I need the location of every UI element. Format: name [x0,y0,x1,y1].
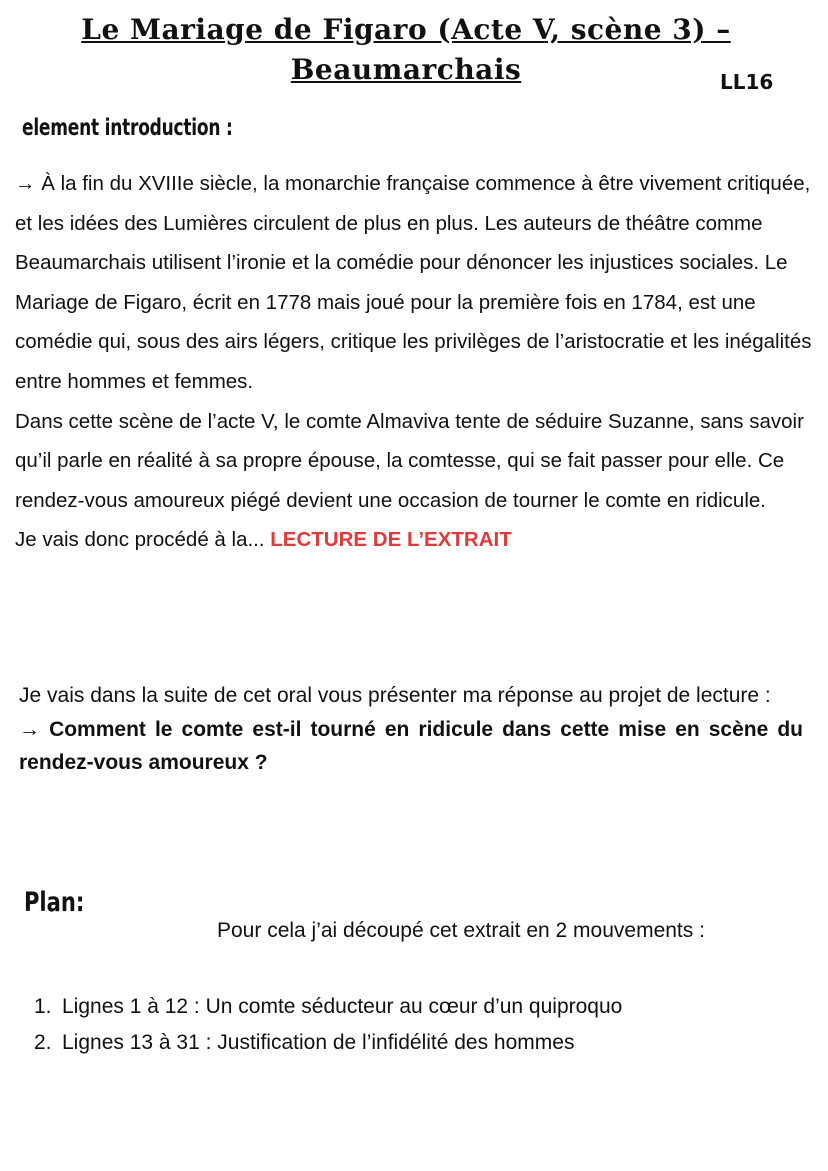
introduction-body [15,164,815,560]
plan-intro: Pour cela j’ai découpé cet extrait en 2 mouvements : [217,919,705,942]
problematic-lead: Je vais dans la suite de cet oral vous présenter ma réponse au projet de lecture : [19,684,771,707]
arrow-icon: → [19,717,40,741]
page-title [0,10,812,90]
plan-list [34,989,814,1061]
plan-item-number: 2. [34,1031,52,1054]
problematic-block [19,679,803,780]
reading-prefix: Je vais donc procédé à la... [15,528,265,552]
introduction-heading: element introduction : [22,115,233,141]
lesson-code: LL16 [720,70,774,94]
plan-item-text: Lignes 1 à 12 : Un comte séducteur au cœur d’un quiproquo [62,995,623,1018]
plan-item [34,1025,814,1061]
plan-item-text: Lignes 13 à 31 : Justification de l’infidélité des hommes [62,1031,575,1054]
plan-item [34,989,814,1025]
question-text: Comment le comte est-il tourné en ridicule dans cette mise en scène du rendez-vous amoureux ? [19,717,803,774]
title-line-1: Le Mariage de Figaro (Acte V, scène 3) – [81,13,731,46]
title-line-2: Beaumarchais [290,53,522,86]
introduction-paragraph-scene: Dans cette scène de l’acte V, le comte Almaviva tente de séduire Suzanne, sans savoir qu’il parle en réalité à sa propre épouse, la comtesse, qui se fait passer pour elle. Ce rendez-vous amoureux piégé devient une occasion de tourner le comte en ridicule. [15,409,804,512]
plan-item-number: 1. [34,995,52,1018]
reading-line [15,520,815,560]
problematic-question [19,713,803,780]
reading-label: LECTURE DE L’EXTRAIT [270,528,512,552]
context-text: À la fin du XVIIIe siècle, la monarchie française commence à être vivement critiquée, et les idées des Lumières circulent de plus en plus. Les auteurs de théâtre comme Beaumarchais utilisent l’ironie et la comédie pour dénoncer les injustices sociales. Le Mariage de Figaro, écrit en 1778 mais joué pour la première fois en 1784, est une comédie qui, sous des airs légers, critique les privilèges de l’aristocratie et les inégalités entre hommes et femmes. [15,172,812,393]
arrow-icon: → [15,172,36,195]
introduction-paragraph-context [15,164,815,402]
plan-heading: Plan: [24,887,85,918]
